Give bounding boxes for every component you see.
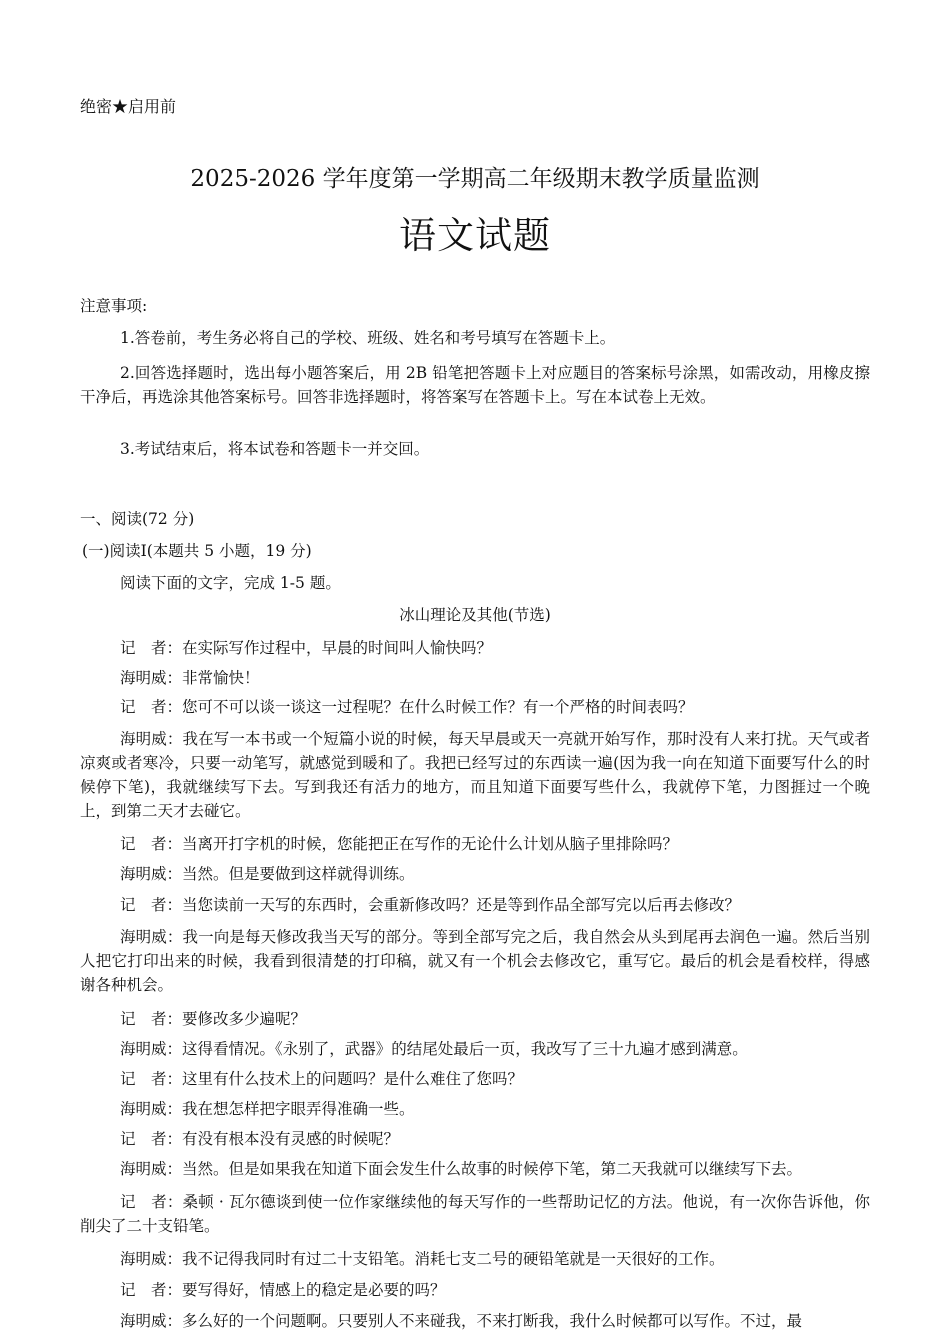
dialogue-line: 海明威：多么好的一个问题啊。只要别人不来碰我，不来打断我，我什么时候都可以写作。不过，最 bbox=[120, 1312, 803, 1330]
note-item-1: 1.答卷前，考生务必将自己的学校、班级、姓名和考号填写在答题卡上。 bbox=[120, 329, 616, 347]
note-item-3: 3.考试结束后，将本试卷和答题卡一并交回。 bbox=[120, 440, 430, 458]
dialogue-line: 记 者：您可不可以谈一谈这一过程呢？在什么时候工作？有一个严格的时间表吗？ bbox=[120, 698, 694, 716]
note-item-2: 2.回答选择题时，选出每小题答案后，用 2B 铅笔把答题卡上对应题目的答案标号涂黑，如需改动，用橡皮擦干净后，再选涂其他答案标号。回答非选择题时，将答案写在答题卡上。写在本试卷上无效。 bbox=[80, 364, 870, 406]
dialogue-line: 海明威：我不记得我同时有过二十支铅笔。消耗七支二号的硬铅笔就是一天很好的工作。 bbox=[120, 1250, 725, 1268]
dialogue-line: 记 者：有没有根本没有灵感的时候呢？ bbox=[120, 1130, 400, 1148]
dialogue-line: 海明威：我一向是每天修改我当天写的部分。等到全部写完之后，我自然会从头到尾再去润色一遍。然后当别人把它打印出来的时候，我看到很清楚的打印稿，就又有一个机会去修改它，重写它。最后的机会是看校样，得感谢各种机会。 bbox=[80, 928, 870, 994]
dialogue-line: 记 者：要写得好，情感上的稳定是必要的吗？ bbox=[120, 1281, 446, 1299]
article-title: 冰山理论及其他(节选) bbox=[399, 606, 551, 624]
subject-title: 语文试题 bbox=[399, 214, 551, 257]
exam-title: 2025-2026 学年度第一学期高二年级期末教学质量监测 bbox=[190, 166, 760, 192]
dialogue-line: 记 者：桑顿 · 瓦尔德谈到使一位作家继续他的每天写作的一些帮助记忆的方法。他说，有一次你告诉他，你削尖了二十支铅笔。 bbox=[80, 1193, 870, 1235]
dialogue-line: 记 者：当您读前一天写的东西时，会重新修改吗？还是等到作品全部写完以后再去修改？ bbox=[120, 896, 741, 914]
sub-section-heading: (一)阅读Ⅰ(本题共 5 小题，19 分) bbox=[82, 542, 312, 560]
dialogue-line: 记 者：当离开打字机的时候，您能把正在写作的无论什么计划从脑子里排除吗？ bbox=[120, 835, 679, 853]
notes-heading: 注意事项: bbox=[80, 297, 148, 315]
dialogue-line: 记 者：要修改多少遍呢？ bbox=[120, 1010, 307, 1028]
reading-instruction: 阅读下面的文字，完成 1-5 题。 bbox=[120, 574, 341, 592]
confidential-label: 绝密★启用前 bbox=[80, 97, 177, 116]
dialogue-line: 海明威：这得看情况。《永别了，武器》的结尾处最后一页，我改写了三十九遍才感到满意。 bbox=[120, 1040, 748, 1058]
dialogue-line: 海明威：非常愉快！ bbox=[120, 669, 260, 687]
dialogue-line: 海明威：当然。但是如果我在知道下面会发生什么故事的时候停下笔，第二天我就可以继续写下去。 bbox=[120, 1160, 803, 1178]
dialogue-line: 海明威：当然。但是要做到这样就得训练。 bbox=[120, 865, 415, 883]
dialogue-line: 记 者：在实际写作过程中，早晨的时间叫人愉快吗？ bbox=[120, 639, 493, 657]
dialogue-line: 海明威：我在想怎样把字眼弄得准确一些。 bbox=[120, 1100, 415, 1118]
dialogue-line: 记 者：这里有什么技术上的问题吗？是什么难住了您吗？ bbox=[120, 1070, 524, 1088]
dialogue-line: 海明威：我在写一本书或一个短篇小说的时候，每天早晨或天一亮就开始写作，那时没有人来打扰。天气或者凉爽或者寒冷，只要一动笔写，就感觉到暖和了。我把已经写过的东西读一遍(因为我一向在知道下面要写什么的时候停下笔)，我就继续写下去。写到我还有活力的地方，而且知道下面要写些什么，我就停下笔，力图捱过一个晚上，到第二天才去碰它。 bbox=[80, 730, 870, 820]
section-heading: 一、阅读(72 分) bbox=[80, 510, 195, 528]
